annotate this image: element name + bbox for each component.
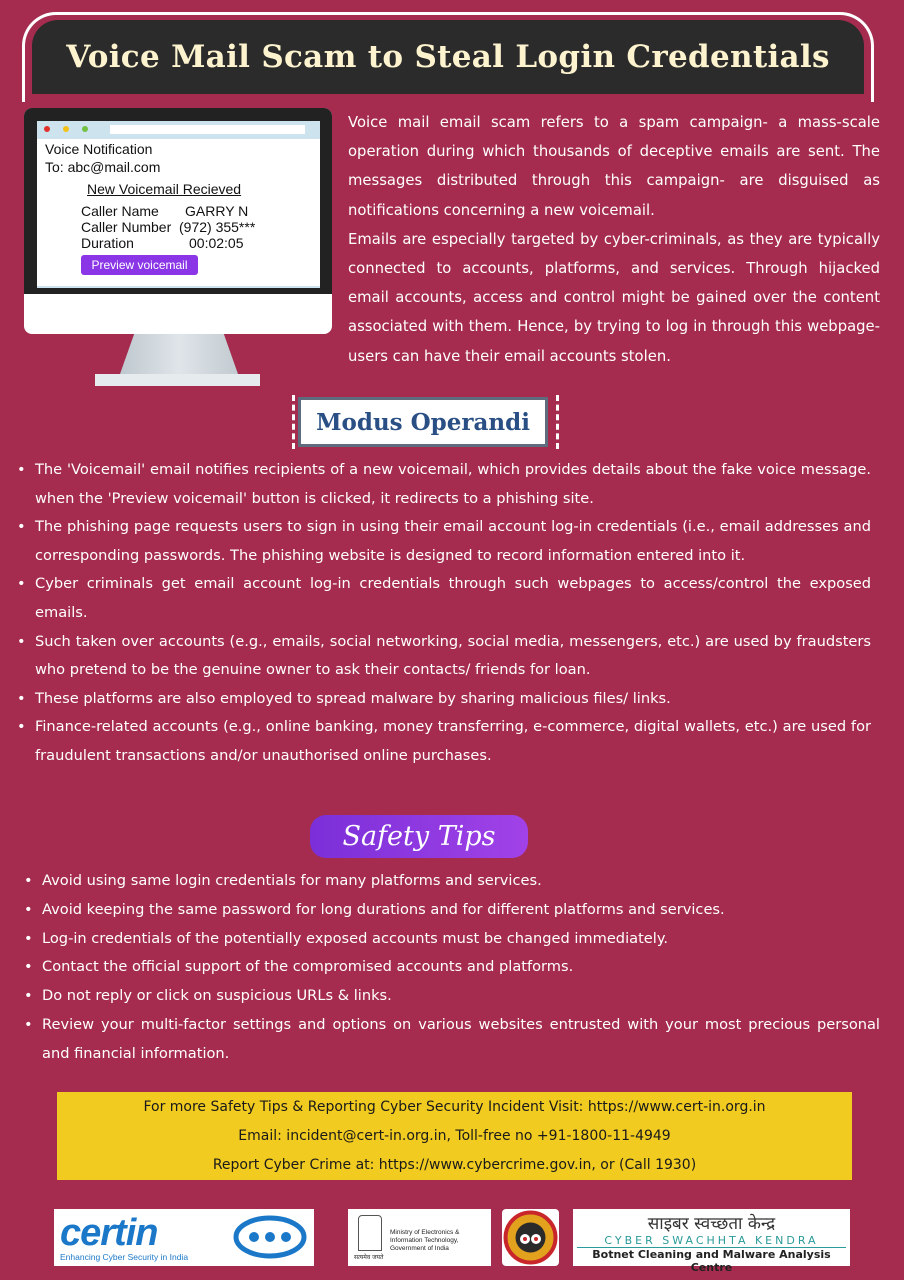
meity-logo: [348, 1209, 491, 1266]
bullet-icon: •: [17, 632, 26, 650]
torn-edge-right: [548, 395, 559, 449]
csk-english-name: CYBER SWACHHTA KENDRA: [604, 1234, 819, 1247]
meity-text: Ministry of Electronics & Information Technology, Government of India: [390, 1229, 460, 1252]
list-item: • Review your multi-factor settings and options on various websites entrusted with your most precious personal and financial information.: [24, 1011, 880, 1069]
csk-subtitle: Botnet Cleaning and Malware Analysis Centre: [577, 1247, 846, 1265]
intro-text: [348, 108, 880, 371]
certin-logo: [54, 1209, 314, 1266]
csk-hindi-name: साइबर स्वच्छता केन्द्र: [647, 1214, 776, 1234]
caller-name-label: Caller Name: [81, 203, 159, 219]
bullet-icon: •: [17, 718, 26, 736]
bullet-icon: •: [17, 575, 26, 593]
title-bar: [32, 20, 864, 94]
list-item: • Avoid using same login credentials for many platforms and services.: [24, 867, 880, 896]
caller-number-value: (972) 355***: [179, 219, 256, 235]
page-title: Voice Mail Scam to Steal Login Credentials: [66, 39, 830, 75]
email-heading: Voice Notification: [45, 141, 153, 157]
modus-operandi-heading: Modus Operandi: [316, 408, 530, 436]
certin-network-icon: [232, 1215, 308, 1259]
address-bar: [110, 125, 305, 134]
caller-number-label: Caller Number: [81, 219, 172, 235]
cyber-dost-logo: [502, 1209, 559, 1266]
list-item: • These platforms are also employed to spread malware by sharing malicious files/ links.: [17, 685, 871, 714]
bullet-icon: •: [24, 872, 33, 889]
caller-number-row: [81, 219, 256, 235]
list-item: • The phishing page requests users to sign in using their email account log-in credentials (i.e., email addresses and corresponding passwords. The phishing website is designed to record information entered into it.: [17, 513, 871, 570]
cyber-swachhta-kendra-logo: [573, 1209, 850, 1274]
email-to: To: abc@mail.com: [45, 159, 161, 175]
safety-tips-heading: Safety Tips: [342, 821, 496, 852]
modus-operandi-list: [17, 456, 871, 771]
modus-operandi-badge: [298, 397, 548, 447]
window-controls: [44, 126, 88, 132]
intro-paragraph-2: Emails are especially targeted by cyber-criminals, as they are typically connected to accounts, platforms, and services. Through hijacked email accounts, access and control might be gained over the content associated with them. Hence, by trying to log in through this webpage-users can have their email accounts stolen.: [348, 230, 880, 365]
bullet-icon: •: [17, 518, 26, 536]
emblem-caption: सत्यमेव जयते: [354, 1254, 384, 1261]
reporting-line-email[interactable]: Email: incident@cert-in.org.in, Toll-free no +91-1800-11-4949: [238, 1128, 671, 1144]
bullet-icon: •: [17, 461, 26, 478]
bullet-icon: •: [24, 900, 33, 918]
duration-row: [81, 235, 244, 251]
list-item: • Contact the official support of the compromised accounts and platforms.: [24, 953, 880, 982]
national-emblem-icon: [358, 1215, 382, 1251]
bullet-icon: •: [24, 958, 33, 976]
duration-label: Duration: [81, 235, 134, 251]
list-item: • Cyber criminals get email account log-in credentials through such webpages to access/control the exposed emails.: [17, 570, 871, 627]
caller-name-value: GARRY N: [185, 203, 249, 219]
certin-wordmark: certin: [60, 1212, 158, 1254]
safety-tips-badge: [310, 815, 528, 858]
email-subject: New Voicemail Recieved: [87, 181, 242, 197]
close-dot-icon: [44, 126, 50, 132]
safety-tips-list: [24, 867, 880, 1069]
reporting-info-box: [57, 1092, 852, 1180]
monitor-stand: [120, 334, 238, 374]
monitor-base: [95, 374, 260, 386]
duration-value: 00:02:05: [189, 235, 244, 251]
maximize-dot-icon: [82, 126, 88, 132]
list-item: • Do not reply or click on suspicious URLs & links.: [24, 982, 880, 1011]
preview-voicemail-button[interactable]: Preview voicemail: [81, 255, 198, 275]
bullet-icon: •: [24, 987, 33, 1005]
bullet-icon: •: [24, 929, 33, 947]
bullet-icon: •: [24, 1015, 33, 1033]
cyber-dost-emblem-icon: [502, 1209, 559, 1266]
bullet-icon: •: [17, 689, 26, 707]
list-item: • The 'Voicemail' email notifies recipients of a new voicemail, which provides details about the fake voice message. when the 'Preview voicemail' button is clicked, it redirects to a phishing site.: [17, 456, 871, 513]
reporting-line-website[interactable]: For more Safety Tips & Reporting Cyber Security Incident Visit: https://www.cert-in.org.in: [143, 1099, 766, 1115]
list-item: • Finance-related accounts (e.g., online banking, money transferring, e-commerce, digital wallets, etc.) are used for fraudulent transactions and/or unauthorised online purchases.: [17, 713, 871, 770]
caller-name-row: [81, 203, 249, 219]
certin-tagline: Enhancing Cyber Security in India: [60, 1252, 189, 1262]
list-item: • Log-in credentials of the potentially exposed accounts must be changed immediately.: [24, 925, 880, 954]
reporting-line-cybercrime[interactable]: Report Cyber Crime at: https://www.cybercrime.gov.in, or (Call 1930): [212, 1157, 697, 1173]
list-item: • Avoid keeping the same password for long durations and for different platforms and services.: [24, 896, 880, 925]
minimize-dot-icon: [63, 126, 69, 132]
intro-paragraph-1: Voice mail email scam refers to a spam campaign- a mass-scale operation during which thousands of deceptive emails are sent. The messages distributed through this campaign- are disguised as notifications concerning a new voicemail.: [348, 114, 880, 219]
voicemail-email: [37, 139, 320, 286]
list-item: • Such taken over accounts (e.g., emails, social networking, social media, messengers, etc.) are used by fraudsters who pretend to be the genuine owner to ask their contacts/ friends for loan.: [17, 628, 871, 685]
